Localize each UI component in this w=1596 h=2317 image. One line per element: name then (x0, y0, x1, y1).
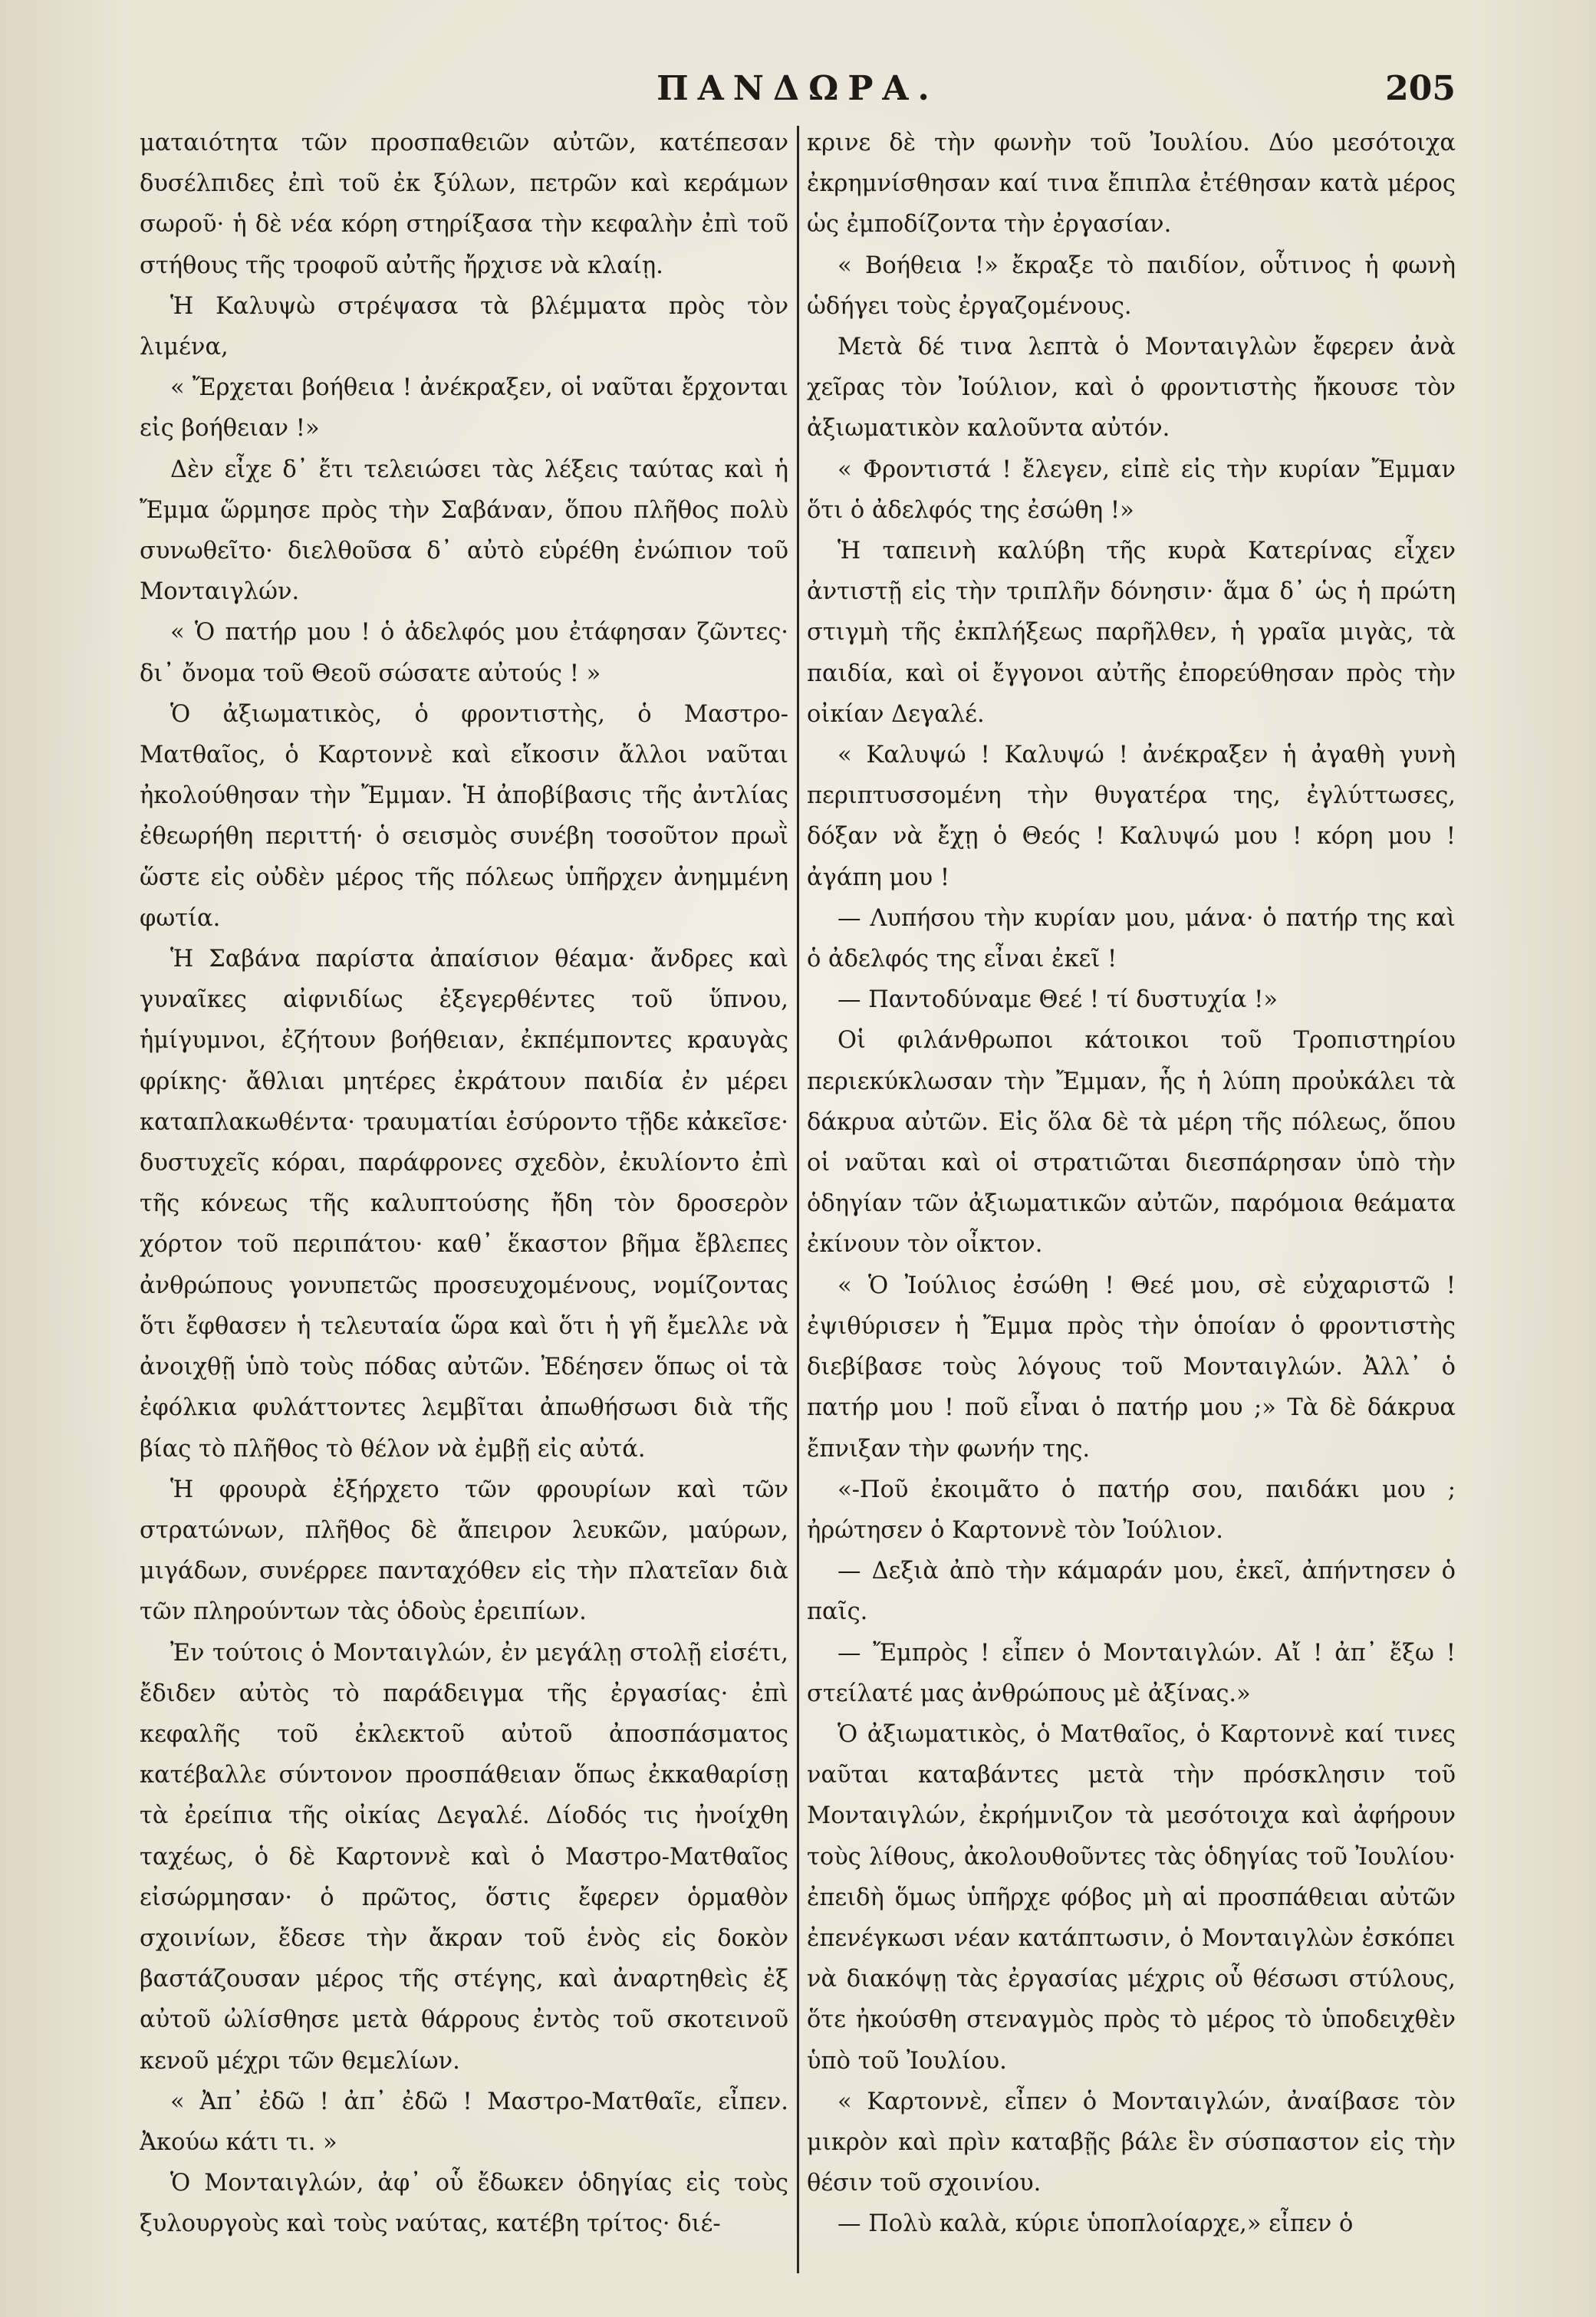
paragraph: Ἡ φρουρὰ ἐξήρχετο τῶν φρουρίων καὶ τῶν στρατώνων, πλῆθος δὲ ἄπειρον λευκῶν, μαύρων, μιγάδων, συνέρρεε πανταχόθεν εἰς τὴν πλατεῖαν διὰ τῶν πληρούντων τὰς ὁδοὺς ἐρειπίων. (140, 1476, 788, 1626)
paragraph: Ὁ ἀξιωματικὸς, ὁ Ματθαῖος, ὁ Καρτοννὲ καί τινες ναῦται καταβάντες μετὰ τὴν πρόσκλησιν τοῦ Μονταιγλών, ἐκρήμνιζον τὰ μεσότοιχα καὶ ἀφήρουν τοὺς λίθους, ἀκολουθοῦντες τὰς ὁδηγίας τοῦ Ἰουλίου· ἐπειδὴ ὅμως ὑπῆρχε φόβος μὴ αἱ προσπάθειαι αὐτῶν ἐπενέγκωσι νέαν κατάπτωσιν, ὁ Μονταιγλὼν ἐσκόπει νὰ διακόψῃ τὰς ἐργασίας μέχρις οὗ θέσωσι στύλους, ὅτε ἠκούσθη στεναγμὸς πρὸς τὸ μέρος τὸ ὑποδειχθὲν ὑπὸ τοῦ Ἰουλίου. (807, 1720, 1456, 2075)
paragraph: « Ὁ Ἰούλιος ἐσώθη ! Θεέ μου, σὲ εὐχαριστῶ ! ἐψιθύρισεν ἡ Ἔμμα πρὸς τὴν ὁποίαν ὁ φροντιστὴς διεβίβασε τοὺς λόγους τοῦ Μονταιγλών. Ἀλλ᾿ ὁ πατήρ μου ! ποῦ εἶναι ὁ πατήρ μου ;» Τὰ δὲ δάκρυα ἔπνιξαν τὴν φωνήν της. (807, 1272, 1456, 1463)
paragraph: « Ἔρχεται βοήθεια ! ἀνέκραξεν, οἱ ναῦται ἔρχονται εἰς βοήθειαν !» (140, 374, 788, 443)
page-header (140, 63, 1456, 117)
paragraph: Οἱ φιλάνθρωποι κάτοικοι τοῦ Τροπιστηρίου περιεκύκλωσαν τὴν Ἔμμαν, ἧς ἡ λύπη προὐκάλει τὰ δάκρυα αὐτῶν. Εἰς ὅλα δὲ τὰ μέρη τῆς πόλεως, ὅπου οἱ ναῦται καὶ οἱ στρατιῶται διεσπάρησαν ὑπὸ τὴν ὁδηγίαν τῶν ἀξιωματικῶν αὐτῶν, παρόμοια θεάματα ἐκίνουν τὸν οἶκτον. (807, 1027, 1456, 1259)
paragraph: « Φροντιστά ! ἔλεγεν, εἰπὲ εἰς τὴν κυρίαν Ἔμμαν ὅτι ὁ ἀδελφός της ἐσώθη !» (807, 456, 1456, 524)
text-columns (140, 123, 1456, 2286)
paragraph: Ὁ Μονταιγλών, ἀφ᾿ οὗ ἔδωκεν ὁδηγίας εἰς τοὺς ξυλουργοὺς καὶ τοὺς ναύτας, κατέβη τρίτος· διέ- (140, 2170, 788, 2238)
right-column (807, 123, 1456, 2286)
paragraph: « Ἀπ᾿ ἐδῶ ! ἀπ᾿ ἐδῶ ! Μαστρο-Ματθαῖε, εἶπεν. Ἀκούω κάτι τι. » (140, 2088, 788, 2156)
paragraph: « Ὁ πατήρ μου ! ὁ ἀδελφός μου ἐτάφησαν ζῶντες· δι᾿ ὄνομα τοῦ Θεοῦ σώσατε αὐτούς ! » (140, 619, 788, 687)
paragraph: — Ἔμπρὸς ! εἶπεν ὁ Μονταιγλών. Αἴ ! ἀπ᾿ ἔξω ! στείλατέ μας ἀνθρώπους μὲ ἀξίνας.» (807, 1639, 1456, 1707)
paragraph: « Βοήθεια !» ἔκραξε τὸ παιδίον, οὗτινος ἡ φωνὴ ὡδήγει τοὺς ἐργαζομένους. (807, 252, 1456, 320)
paragraph: Ὁ ἀξιωματικὸς, ὁ φροντιστὴς, ὁ Μαστρο-Ματθαῖος, ὁ Καρτοννὲ καὶ εἴκοσιν ἄλλοι ναῦται ἠκολούθησαν τὴν Ἔμμαν. Ἡ ἀποβίβασις τῆς ἀντλίας ἐθεωρήθη περιττή· ὁ σεισμὸς συνέβη τοσοῦτον πρωῒ ὥστε εἰς οὐδὲν μέρος τῆς πόλεως ὑπῆρχεν ἀνημμένη φωτία. (140, 700, 788, 932)
paragraph: ματαιότητα τῶν προσπαθειῶν αὐτῶν, κατέπεσαν δυσέλπιδες ἐπὶ τοῦ ἐκ ξύλων, πετρῶν καὶ κεράμων σωροῦ· ἡ δὲ νέα κόρη στηρίξασα τὴν κεφαλὴν ἐπὶ τοῦ στήθους τῆς τροφοῦ αὐτῆς ἤρχισε νὰ κλαίῃ. (140, 130, 788, 279)
paragraph: Μετὰ δέ τινα λεπτὰ ὁ Μονταιγλὼν ἔφερεν ἀνὰ χεῖρας τὸν Ἰούλιον, καὶ ὁ φροντιστὴς ἤκουσε τὸν ἀξιωματικὸν καλοῦντα αὐτόν. (807, 334, 1456, 443)
paragraph: Ἐν τούτοις ὁ Μονταιγλών, ἐν μεγάλῃ στολῇ εἰσέτι, ἔδιδεν αὐτὸς τὸ παράδειγμα τῆς ἐργασίας· ἐπὶ κεφαλῆς τοῦ ἐκλεκτοῦ αὐτοῦ ἀποσπάσματος κατέβαλλε σύντονον προσπάθειαν ὅπως ἐκκαθαρίσῃ τὰ ἐρείπια τῆς οἰκίας Δεγαλέ. Δίοδός τις ἠνοίχθη ταχέως, ὁ δὲ Καρτοννὲ καὶ ὁ Μαστρο-Ματθαῖος εἰσώρμησαν· ὁ πρῶτος, ὅστις ἔφερεν ὁρμαθὸν σχοινίων, ἔδεσε τὴν ἄκραν τοῦ ἑνὸς εἰς δοκὸν βαστάζουσαν μέρος τῆς στέγης, καὶ ἀναρτηθεὶς ἐξ αὐτοῦ ὠλίσθησε μετὰ θάρρους ἐντὸς τοῦ σκοτεινοῦ κενοῦ μέχρι τῶν θεμελίων. (140, 1639, 788, 2075)
paragraph: «-Ποῦ ἐκοιμᾶτο ὁ πατήρ σου, παιδάκι μου ; ἠρώτησεν ὁ Καρτοννὲ τὸν Ἰούλιον. (807, 1476, 1456, 1544)
paragraph: — Παντοδύναμε Θεέ ! τί δυστυχία !» (837, 986, 1278, 1014)
running-title: ΠΑΝΔΩΡΑ. (656, 69, 939, 108)
paragraph: « Καρτοννὲ, εἶπεν ὁ Μονταιγλών, ἀναίβασε τὸν μικρὸν καὶ πρὶν καταβῇς βάλε ἓν σύσπαστον εἰς τὴν θέσιν τοῦ σχοινίου. (807, 2088, 1456, 2197)
paragraph: — Πολὺ καλὰ, κύριε ὑποπλοίαρχε,» εἶπεν ὁ (837, 2210, 1354, 2238)
paragraph: — Δεξιὰ ἀπὸ τὴν κάμαράν μου, ἐκεῖ, ἀπήντησεν ὁ παῖς. (807, 1558, 1456, 1626)
paragraph: Ἡ Σαβάνα παρίστα ἀπαίσιον θέαμα· ἄνδρες καὶ γυναῖκες αἰφνιδίως ἐξεγερθέντες τοῦ ὕπνου, ἡμίγυμνοι, ἐζήτουν βοήθειαν, ἐκπέμποντες κραυγὰς φρίκης· ἄθλιαι μητέρες ἐκράτουν παιδία ἐν μέρει καταπλακωθέντα· τραυματίαι ἐσύροντο τῇδε κἀκεῖσε· δυστυχεῖς κόραι, παράφρονες σχεδὸν, ἐκυλίοντο ἐπὶ τῆς κόνεως τῆς καλυπτούσης ἤδη τὸν δροσερὸν χόρτον τοῦ περιπάτου· καθ᾿ ἕκαστον βῆμα ἔβλεπες ἀνθρώπους γονυπετῶς προσευχομένους, νομίζοντας ὅτι ἔφθασεν ἡ τελευταία ὥρα καὶ ὅτι ἡ γῆ ἔμελλε νὰ ἀνοιχθῇ ὑπὸ τοὺς πόδας αὐτῶν. Ἐδέησεν ὅπως οἱ τὰ ἐφόλκια φυλάττοντες λεμβῖται ἀπωθήσωσι διὰ τῆς βίας τὸ πλῆθος τὸ θέλον νὰ ἐμβῇ εἰς αὐτά. (140, 946, 788, 1463)
column-divider (797, 126, 799, 2273)
paragraph: — Λυπήσου τὴν κυρίαν μου, μάνα· ὁ πατήρ της καὶ ὁ ἀδελφός της εἶναι ἐκεῖ ! (807, 904, 1456, 973)
left-column (140, 123, 788, 2286)
page-number: 205 (1385, 69, 1456, 108)
paragraph: Ἡ ταπεινὴ καλύβη τῆς κυρὰ Κατερίνας εἶχεν ἀντιστῇ εἰς τὴν τριπλῆν δόνησιν· ἅμα δ᾿ ὡς ἡ πρώτη στιγμὴ τῆς ἐκπλήξεως παρῆλθεν, ἡ γραῖα μιγὰς, τὰ παιδία, καὶ οἱ ἔγγονοι αὐτῆς ἐπορεύθησαν πρὸς τὴν οἰκίαν Δεγαλέ. (807, 538, 1456, 728)
paragraph: « Καλυψώ ! Καλυψώ ! ἀνέκραξεν ἡ ἀγαθὴ γυνὴ περιπτυσσομένη τὴν θυγατέρα της, ἐγλύττωσες, δόξαν νὰ ἔχῃ ὁ Θεός ! Καλυψώ μου ! κόρη μου ! ἀγάπη μου ! (807, 742, 1456, 891)
paragraph: Ἡ Καλυψὼ στρέψασα τὰ βλέμματα πρὸς τὸν λιμένα, (140, 292, 788, 361)
paragraph: κρινε δὲ τὴν φωνὴν τοῦ Ἰουλίου. Δύο μεσότοιχα ἐκρημνίσθησαν καί τινα ἔπιπλα ἐτέθησαν κατὰ μέρος ὡς ἐμποδίζοντα τὴν ἐργασίαν. (807, 130, 1456, 239)
paragraph: Δὲν εἶχε δ᾿ ἔτι τελειώσει τὰς λέξεις ταύτας καὶ ἡ Ἔμμα ὥρμησε πρὸς τὴν Σαβάναν, ὅπου πλῆθος πολὺ συνωθεῖτο· διελθοῦσα δ᾿ αὐτὸ εὑρέθη ἐνώπιον τοῦ Μονταιγλών. (140, 456, 788, 606)
